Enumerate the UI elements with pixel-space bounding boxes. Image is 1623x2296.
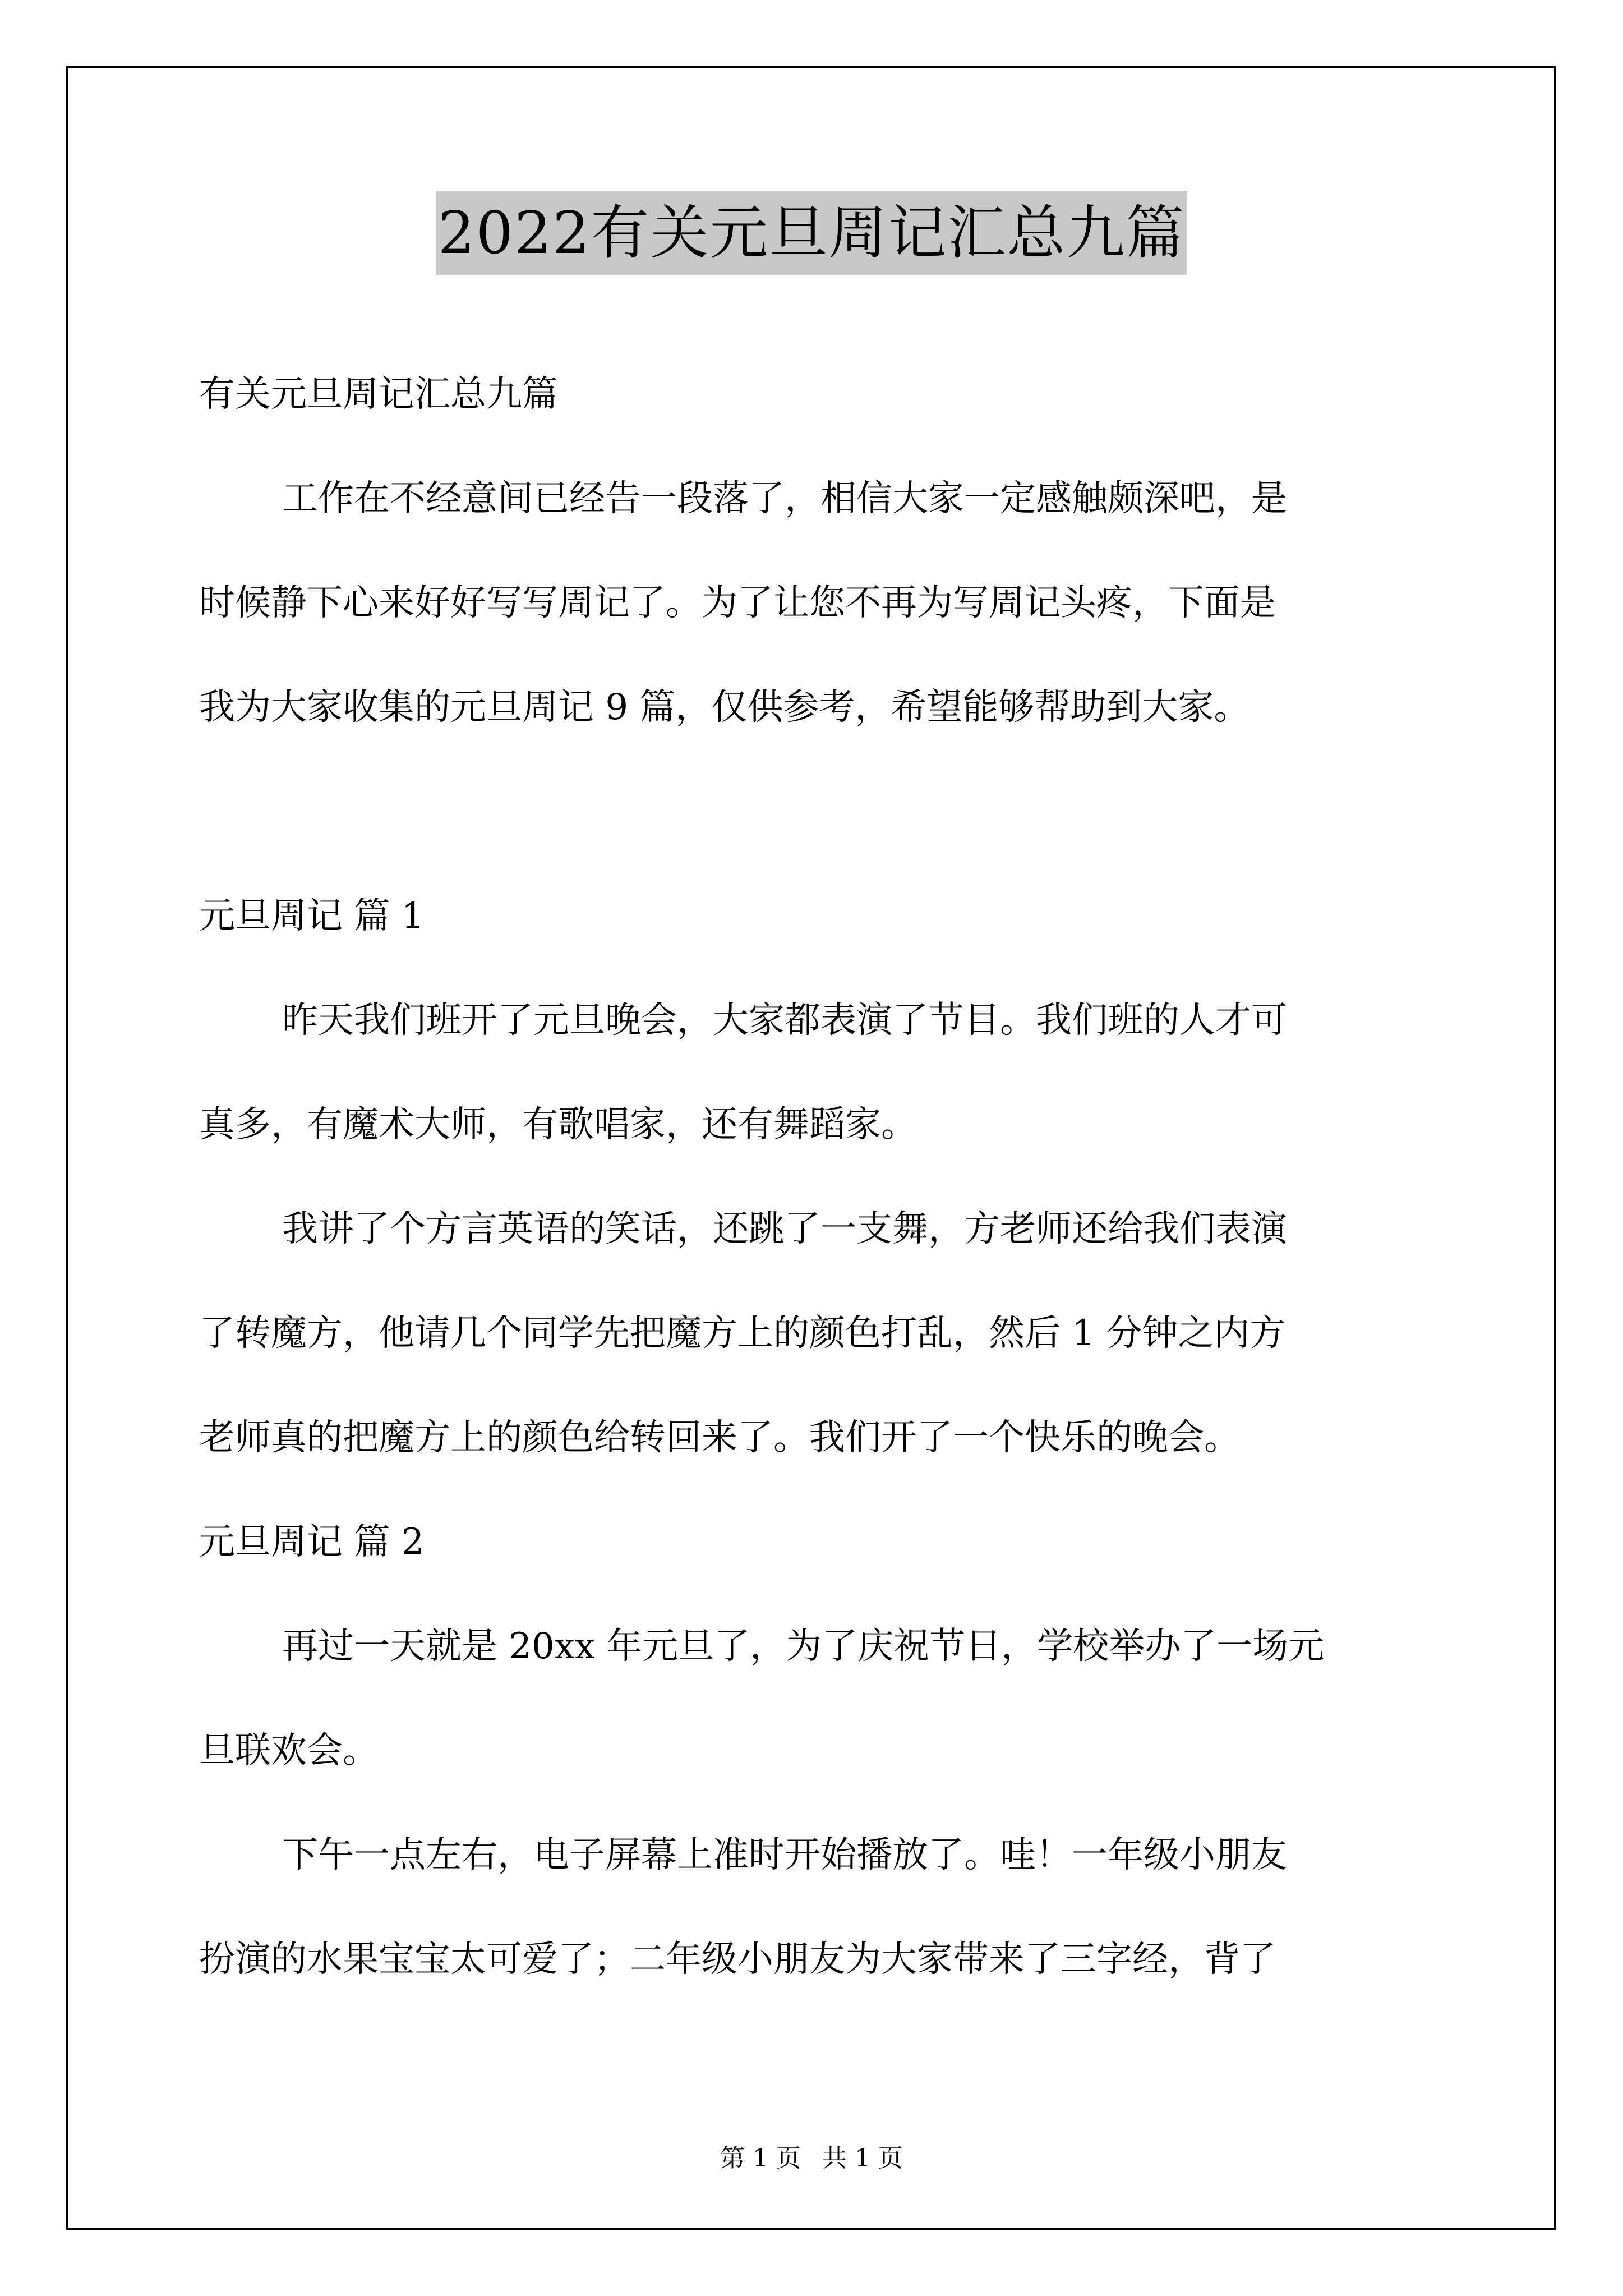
- text-line: 元旦周记 篇 2: [199, 1521, 425, 1563]
- text-line: 元旦周记 篇 1: [199, 895, 425, 937]
- page-number: 第 1 页: [720, 2144, 801, 2173]
- document-title: 2022有关元旦周记汇总九篇: [436, 191, 1188, 275]
- document-body: [199, 342, 1433, 2012]
- text-line: 下午一点左右，电子屏幕上准时开始播放了。哇！一年级小朋友: [282, 1834, 1287, 1876]
- page-total: 共 1 页: [822, 2144, 903, 2173]
- text-line: 有关元旦周记汇总九篇: [199, 374, 558, 415]
- title-container: [0, 191, 1623, 275]
- text-line: 真多，有魔术大师，有歌唱家，还有舞蹈家。: [199, 1104, 917, 1145]
- text-line: 我讲了个方言英语的笑话，还跳了一支舞，方老师还给我们表演: [282, 1208, 1287, 1250]
- text-line: 再过一天就是 20xx 年元旦了，为了庆祝节日，学校举办了一场元: [282, 1626, 1325, 1667]
- text-line: 工作在不经意间已经告一段落了，相信大家一定感触颇深吧，是: [282, 478, 1287, 519]
- blank-line: [199, 760, 1433, 864]
- text-line: 昨天我们班开了元旦晚会，大家都表演了节目。我们班的人才可: [282, 1000, 1287, 1041]
- text-line: 时候静下心来好好写写周记了。为了让您不再为写周记头疼，下面是: [199, 582, 1276, 624]
- text-line: 我为大家收集的元旦周记 9 篇，仅供参考，希望能够帮助到大家。: [199, 687, 1250, 728]
- text-line: 旦联欢会。: [199, 1730, 379, 1772]
- page-footer: [0, 2142, 1623, 2175]
- text-line: 扮演的水果宝宝太可爱了；二年级小朋友为大家带来了三字经，背了: [199, 1939, 1276, 1980]
- text-line: 了转魔方，他请几个同学先把魔方上的颜色打乱，然后 1 分钟之内方: [199, 1313, 1286, 1354]
- text-line: 老师真的把魔方上的颜色给转回来了。我们开了一个快乐的晚会。: [199, 1417, 1240, 1458]
